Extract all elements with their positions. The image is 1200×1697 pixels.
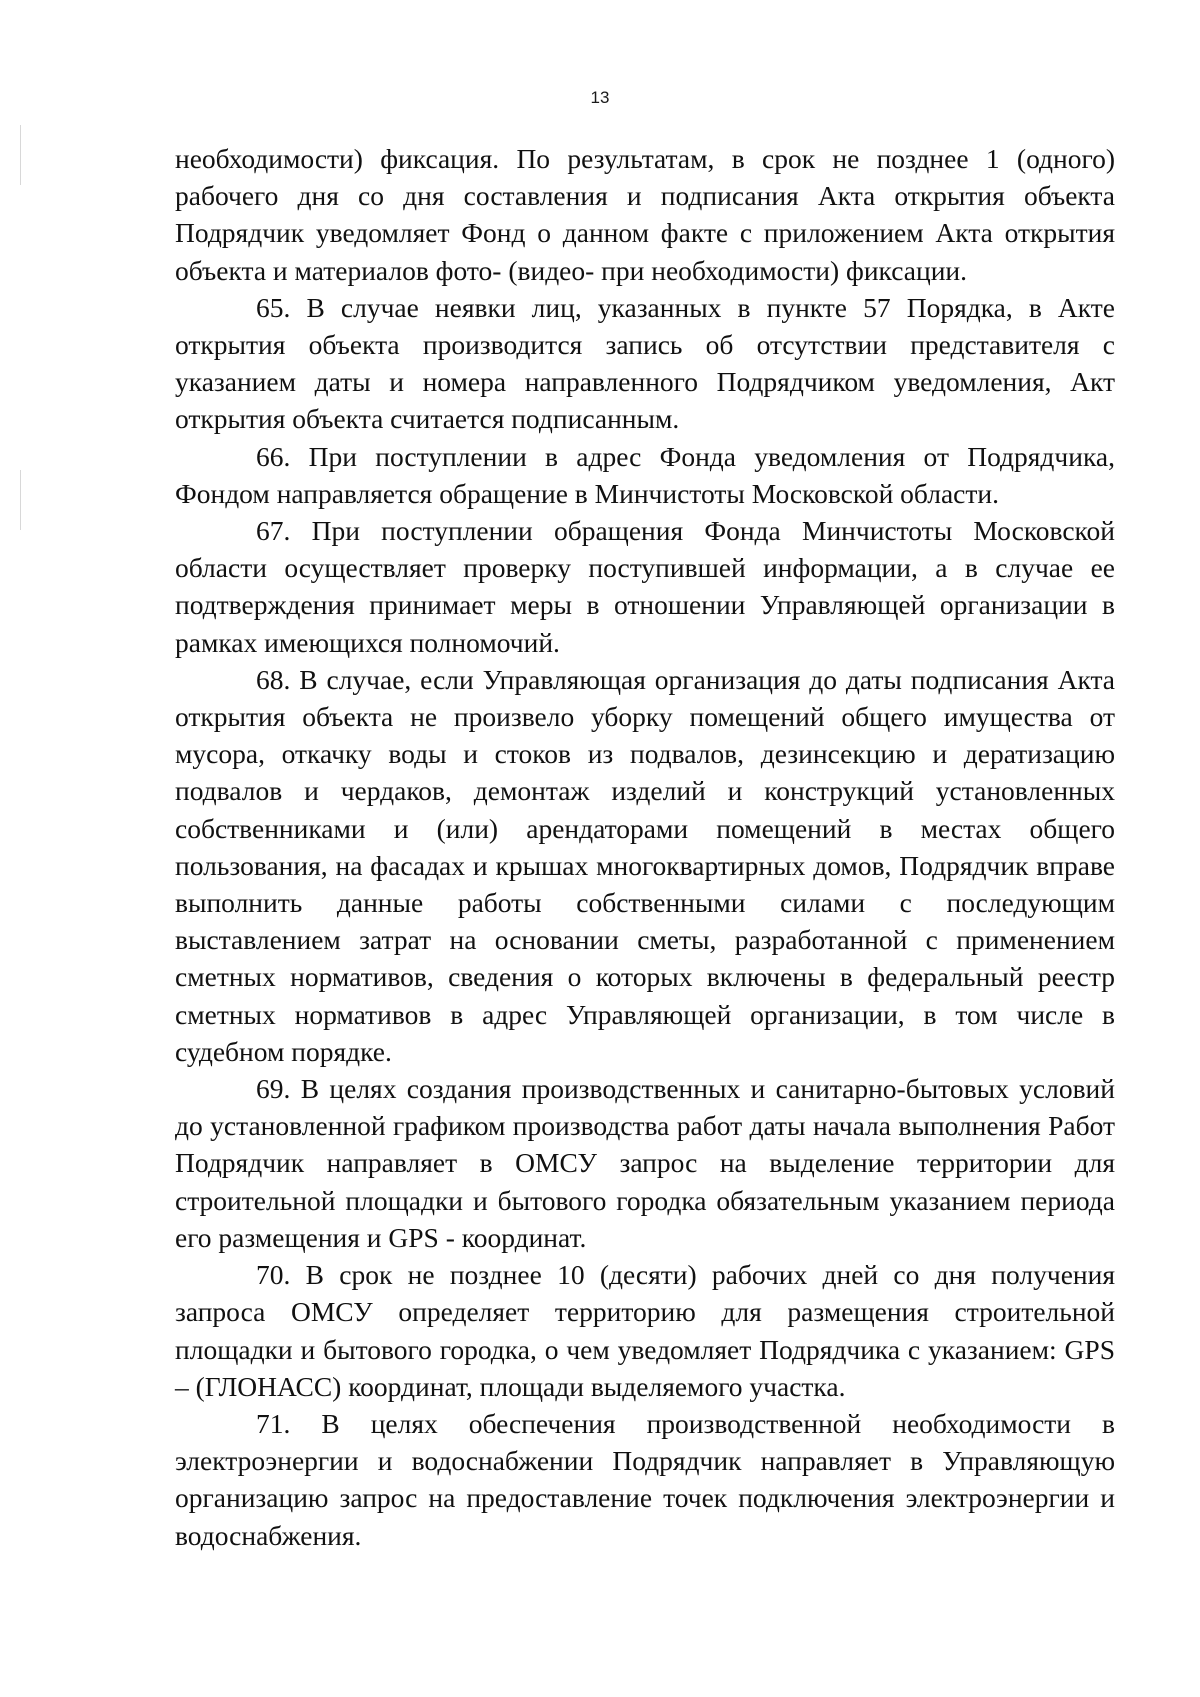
page-number: 13 (590, 88, 610, 107)
paragraph-67: 67. При поступлении обращения Фонда Минчистоты Московской области осуществляет проверку поступившей информации, а в случае ее подтверждения принимает меры в отношении Управляющей организации в рамках имеющихся полномочий. (175, 515, 1115, 658)
document-body (175, 140, 1115, 1554)
paragraph-65: 65. В случае неявки лиц, указанных в пункте 57 Порядка, в Акте открытия объекта производится запись об отсутствии представителя с указанием даты и номера направленного Подрядчиком уведомления, Акт открытия объекта считается подписанным. (175, 291, 1115, 435)
scan-edge-mark (20, 470, 21, 530)
paragraph-continuation: необходимости) фиксация. По результатам, в срок не позднее 1 (одного) рабочего дня со дня составления и подписания Акта открытия объекта Подрядчик уведомляет Фонд о данном факте с приложением Акта открытия объекта и материалов фото- (видео- при необходимости) фиксации. (175, 143, 1115, 286)
paragraph-70: 70. В срок не позднее 10 (десяти) рабочих дней со дня получения запроса ОМСУ определяет территорию для размещения строительной площадки и бытового городка, о чем уведомляет Подрядчика с указанием: GPS – (ГЛОНАСС) координат, площади выделяемого участка. (175, 1259, 1115, 1402)
paragraph-69: 69. В целях создания производственных и санитарно-бытовых условий до установленной графиком производства работ даты начала выполнения Работ Подрядчик направляет в ОМСУ запрос на выделение территории для строительной площадки и бытового городка обязательным указанием периода его размещения и GPS - координат. (175, 1073, 1115, 1253)
paragraph-71: 71. В целях обеспечения производственной необходимости в электроэнергии и водоснабжении Подрядчик направляет в Управляющую организацию запрос на предоставление точек подключения электроэнергии и водоснабжения. (175, 1407, 1115, 1551)
paragraph-66: 66. При поступлении в адрес Фонда уведомления от Подрядчика, Фондом направляется обращение в Минчистоты Московской области. (175, 440, 1115, 509)
scan-edge-mark (20, 125, 21, 185)
paragraph-68: 68. В случае, если Управляющая организация до даты подписания Акта открытия объекта не произвело уборку помещений общего имущества от мусора, откачку воды и стоков из подвалов, дезинсекцию и дератизацию подвалов и чердаков, демонтаж изделий и конструкций установленных собственниками и (или) арендаторами помещений в местах общего пользования, на фасадах и крышах многоквартирных домов, Подрядчик вправе выполнить данные работы собственными силами с последующим выставлением затрат на основании сметы, разработанной с применением сметных нормативов, сведения о которых включены в федеральный реестр сметных нормативов в адрес Управляющей организации, в том числе в судебном порядке. (175, 663, 1115, 1067)
